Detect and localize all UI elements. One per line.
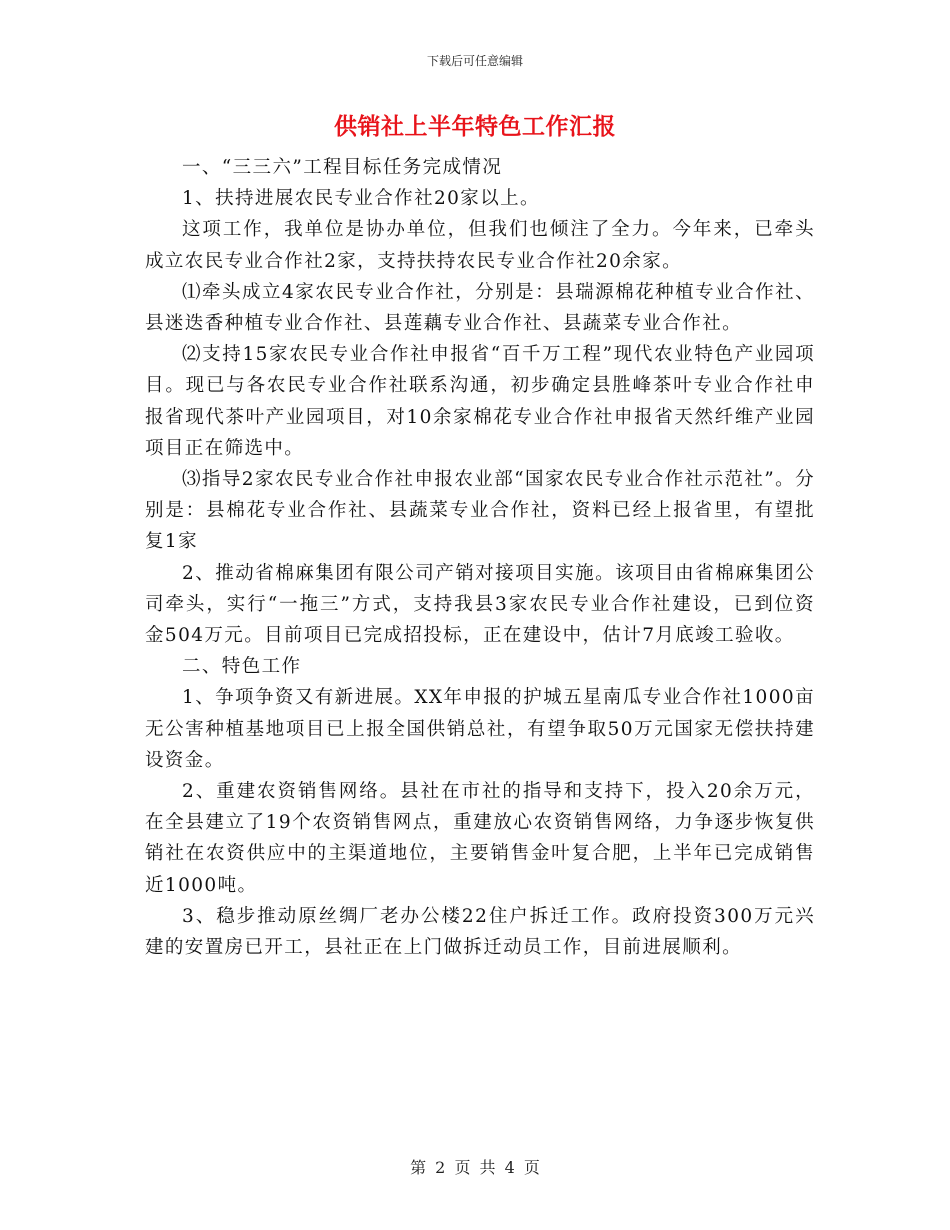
section-heading-2: 二、特色工作 (182, 656, 302, 678)
paragraph-subitem-2: ⑵支持15家农民专业合作社申报省“百千万工程”现代农业特色产业园项目。现已与各农民专业合作社联系沟通，初步确定县胜峰茶叶专业合作社申报省现代茶叶产业园项目，对10余家棉花专业合作社申报省天然纤维产业园项目正在筛选中。 (145, 344, 815, 459)
paragraph-subitem-3: ⑶指导2家农民专业合作社申报农业部“国家农民专业合作社示范社”。分别是：县棉花专业合作社、县蔬菜专业合作社，资料已经上报省里，有望批复1家 (145, 469, 815, 553)
document-title: 供销社上半年特色工作汇报 (334, 113, 616, 140)
paragraph-feature-2: 2、重建农资销售网络。县社在市社的指导和支持下，投入20余万元，在全县建立了19个农资销售网点，重建放心农资销售网络，力争逐步恢复供销社在农资供应中的主渠道地位，主要销售金叶复合肥，上半年已完成销售近1000吨。 (145, 781, 815, 896)
paragraph-item-2: 2、推动省棉麻集团有限公司产销对接项目实施。该项目由省棉麻集团公司牵头，实行“一拖三”方式，支持我县3家农民专业合作社建设，已到位资金504万元。目前项目已完成招投标，正在建设中，估计7月底竣工验收。 (145, 562, 815, 647)
paragraph-subitem-1: ⑴牵头成立4家农民专业合作社，分别是：县瑞源棉花种植专业合作社、县迷迭香种植专业合作社、县莲藕专业合作社、县蔬菜专业合作社。 (145, 281, 815, 335)
section-heading-1: 一、“三三六”工程目标任务完成情况 (182, 157, 503, 178)
page-header-note: 下载后可任意编辑 (426, 54, 523, 68)
paragraph-item-1: 1、扶持进展农民专业合作社20家以上。 (182, 188, 540, 210)
paragraph-feature-3: 3、稳步推动原丝绸厂老办公楼22住户拆迁工作。政府投资300万元兴建的安置房已开工，县社正在上门做拆迁动员工作，目前进展顺利。 (145, 905, 815, 959)
paragraph-body: 这项工作，我单位是协办单位，但我们也倾注了全力。今年来，已牵头成立农民专业合作社2家，支持扶持农民专业合作社20余家。 (145, 219, 815, 272)
document-body (145, 152, 815, 963)
page-number: 第 2 页 共 4 页 (410, 1158, 540, 1177)
paragraph-feature-1: 1、争项争资又有新进展。XX年申报的护城五星南瓜专业合作社1000亩无公害种植基地项目已上报全国供销总社，有望争取50万元国家无偿扶持建设资金。 (145, 687, 815, 771)
